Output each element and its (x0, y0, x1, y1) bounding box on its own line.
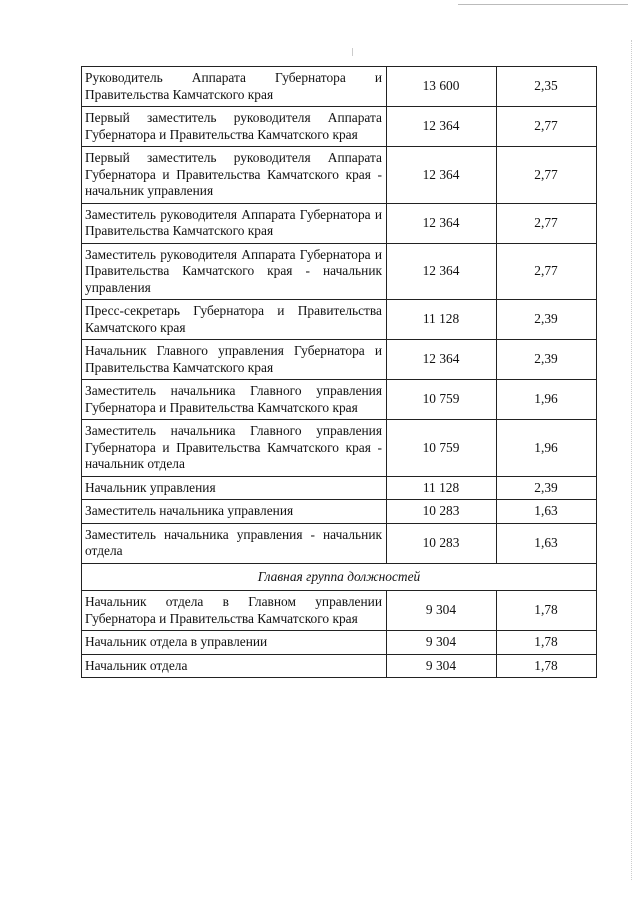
salary-cell: 9 304 (387, 631, 497, 655)
scan-mark (352, 48, 353, 56)
table-row (82, 300, 597, 340)
salary-cell: 13 600 (387, 67, 497, 107)
salary-cell: 10 759 (387, 380, 497, 420)
salary-cell: 12 364 (387, 147, 497, 204)
salary-cell: 10 283 (387, 500, 497, 524)
position-name-cell: Начальник отдела в управлении (82, 631, 387, 655)
position-name-cell: Руководитель Аппарата Губернатора и Правительства Камчатского края (82, 67, 387, 107)
table-row (82, 476, 597, 500)
coefficient-cell: 1,63 (497, 500, 597, 524)
table-row (82, 654, 597, 678)
salary-cell: 12 364 (387, 340, 497, 380)
salary-cell: 9 304 (387, 591, 497, 631)
coefficient-cell: 2,39 (497, 300, 597, 340)
salary-cell: 11 128 (387, 300, 497, 340)
group-header-cell: Главная группа должностей (82, 563, 597, 591)
salary-cell: 12 364 (387, 243, 497, 300)
position-name-cell: Пресс-секретарь Губернатора и Правительства Камчатского края (82, 300, 387, 340)
table-row (82, 631, 597, 655)
table-row (82, 380, 597, 420)
position-name-cell: Заместитель начальника управления - начальник отдела (82, 523, 387, 563)
coefficient-cell: 2,35 (497, 67, 597, 107)
group-header-row (82, 563, 597, 591)
scan-edge-line (458, 4, 628, 5)
coefficient-cell: 1,96 (497, 420, 597, 477)
table-row (82, 67, 597, 107)
position-name-cell: Заместитель руководителя Аппарата Губернатора и Правительства Камчатского края (82, 203, 387, 243)
salary-cell: 12 364 (387, 203, 497, 243)
table-row (82, 523, 597, 563)
table-row (82, 420, 597, 477)
coefficient-cell: 2,77 (497, 203, 597, 243)
position-name-cell: Заместитель начальника управления (82, 500, 387, 524)
salary-table (81, 66, 597, 678)
coefficient-cell: 1,63 (497, 523, 597, 563)
position-name-cell: Заместитель руководителя Аппарата Губернатора и Правительства Камчатского края - начальник управления (82, 243, 387, 300)
table-row (82, 107, 597, 147)
salary-cell: 10 283 (387, 523, 497, 563)
table-row (82, 147, 597, 204)
coefficient-cell: 1,78 (497, 654, 597, 678)
salary-cell: 11 128 (387, 476, 497, 500)
table-row (82, 243, 597, 300)
coefficient-cell: 1,78 (497, 631, 597, 655)
position-name-cell: Заместитель начальника Главного управления Губернатора и Правительства Камчатского края - начальник отдела (82, 420, 387, 477)
position-name-cell: Первый заместитель руководителя Аппарата Губернатора и Правительства Камчатского края - начальник управления (82, 147, 387, 204)
coefficient-cell: 2,39 (497, 476, 597, 500)
salary-table-body (82, 67, 597, 678)
position-name-cell: Начальник отдела в Главном управлении Губернатора и Правительства Камчатского края (82, 591, 387, 631)
scan-margin-line (631, 40, 632, 880)
salary-cell: 10 759 (387, 420, 497, 477)
salary-cell: 9 304 (387, 654, 497, 678)
position-name-cell: Начальник управления (82, 476, 387, 500)
position-name-cell: Начальник Главного управления Губернатора и Правительства Камчатского края (82, 340, 387, 380)
salary-cell: 12 364 (387, 107, 497, 147)
coefficient-cell: 2,39 (497, 340, 597, 380)
coefficient-cell: 2,77 (497, 147, 597, 204)
table-row (82, 340, 597, 380)
coefficient-cell: 2,77 (497, 243, 597, 300)
coefficient-cell: 1,78 (497, 591, 597, 631)
position-name-cell: Заместитель начальника Главного управления Губернатора и Правительства Камчатского края (82, 380, 387, 420)
position-name-cell: Первый заместитель руководителя Аппарата Губернатора и Правительства Камчатского края (82, 107, 387, 147)
coefficient-cell: 1,96 (497, 380, 597, 420)
table-row (82, 203, 597, 243)
coefficient-cell: 2,77 (497, 107, 597, 147)
table-row (82, 591, 597, 631)
table-row (82, 500, 597, 524)
position-name-cell: Начальник отдела (82, 654, 387, 678)
